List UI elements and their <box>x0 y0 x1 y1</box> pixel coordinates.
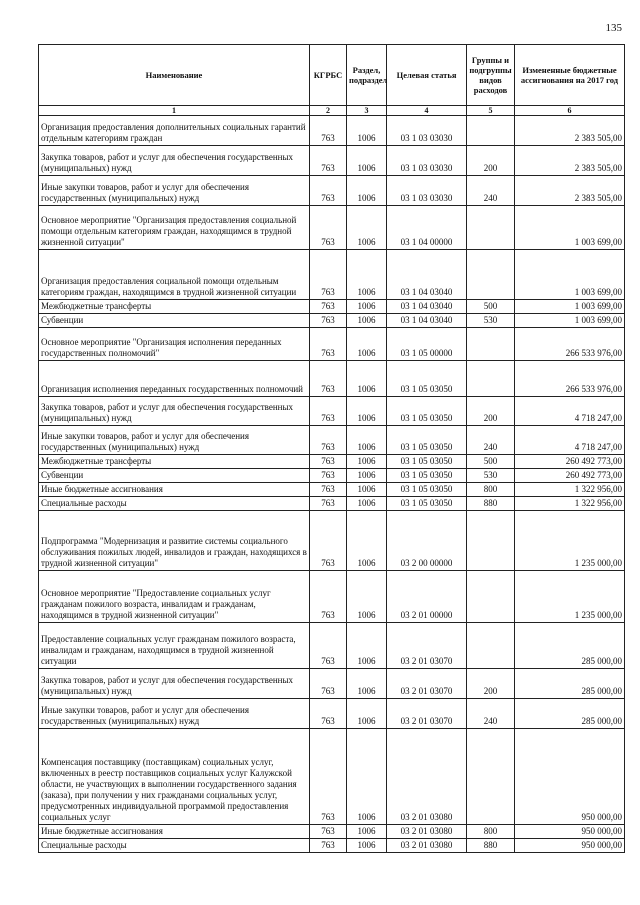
row-kgrbs: 763 <box>310 250 347 300</box>
row-section: 1006 <box>347 116 387 146</box>
table-row <box>39 839 625 853</box>
table-row <box>39 206 625 250</box>
row-group <box>467 511 515 571</box>
row-kgrbs: 763 <box>310 623 347 669</box>
table-row <box>39 669 625 699</box>
row-article: 03 1 05 03050 <box>387 483 467 497</box>
row-group: 800 <box>467 825 515 839</box>
row-kgrbs: 763 <box>310 397 347 426</box>
row-group <box>467 729 515 825</box>
row-amount: 4 718 247,00 <box>515 426 625 455</box>
table-row <box>39 300 625 314</box>
row-article: 03 2 01 03070 <box>387 669 467 699</box>
table-row <box>39 314 625 328</box>
row-article: 03 2 01 03080 <box>387 825 467 839</box>
row-amount: 1 003 699,00 <box>515 250 625 300</box>
row-section: 1006 <box>347 669 387 699</box>
table-row <box>39 397 625 426</box>
row-group: 880 <box>467 497 515 511</box>
row-article: 03 2 01 03070 <box>387 623 467 669</box>
row-section: 1006 <box>347 497 387 511</box>
page-number: 135 <box>605 22 622 34</box>
row-name: Иные закупки товаров, работ и услуг для обеспечения государственных (муниципальных) нужд <box>39 426 310 455</box>
row-group: 800 <box>467 483 515 497</box>
row-kgrbs: 763 <box>310 455 347 469</box>
row-name: Специальные расходы <box>39 839 310 853</box>
table-row <box>39 328 625 361</box>
row-group: 200 <box>467 669 515 699</box>
row-group: 880 <box>467 839 515 853</box>
row-kgrbs: 763 <box>310 206 347 250</box>
row-group <box>467 250 515 300</box>
row-kgrbs: 763 <box>310 426 347 455</box>
row-name: Специальные расходы <box>39 497 310 511</box>
row-section: 1006 <box>347 176 387 206</box>
row-kgrbs: 763 <box>310 176 347 206</box>
row-article: 03 1 03 03030 <box>387 176 467 206</box>
row-kgrbs: 763 <box>310 300 347 314</box>
row-kgrbs: 763 <box>310 699 347 729</box>
table-row <box>39 699 625 729</box>
row-section: 1006 <box>347 469 387 483</box>
row-article: 03 1 05 03050 <box>387 397 467 426</box>
row-section: 1006 <box>347 699 387 729</box>
row-section: 1006 <box>347 729 387 825</box>
row-name: Основное мероприятие "Предоставление социальных услуг гражданам пожилого возраста, инвалидам и гражданам, находящимся в трудной жизненной ситуации" <box>39 571 310 623</box>
row-name: Закупка товаров, работ и услуг для обеспечения государственных (муниципальных) нужд <box>39 146 310 176</box>
row-amount: 260 492 773,00 <box>515 455 625 469</box>
table-row <box>39 483 625 497</box>
header-section: Раздел, подраздел <box>347 45 387 106</box>
table-row <box>39 250 625 300</box>
row-group <box>467 116 515 146</box>
row-group <box>467 361 515 397</box>
table-row <box>39 729 625 825</box>
row-kgrbs: 763 <box>310 314 347 328</box>
header-article: Целевая статья <box>387 45 467 106</box>
row-kgrbs: 763 <box>310 497 347 511</box>
column-number: 1 <box>39 106 310 116</box>
row-name: Иные бюджетные ассигнования <box>39 483 310 497</box>
row-kgrbs: 763 <box>310 469 347 483</box>
row-section: 1006 <box>347 250 387 300</box>
row-group: 530 <box>467 469 515 483</box>
row-amount: 950 000,00 <box>515 839 625 853</box>
header-amount: Измененные бюджетные ассигнования на 2017 год <box>515 45 625 106</box>
row-kgrbs: 763 <box>310 328 347 361</box>
row-kgrbs: 763 <box>310 729 347 825</box>
column-number: 6 <box>515 106 625 116</box>
row-name: Основное мероприятие "Организация предоставления социальной помощи отдельным категориям граждан, находящимся в трудной жизненной ситуации" <box>39 206 310 250</box>
row-kgrbs: 763 <box>310 839 347 853</box>
row-kgrbs: 763 <box>310 361 347 397</box>
row-article: 03 1 05 03050 <box>387 361 467 397</box>
table-row <box>39 116 625 146</box>
row-group: 530 <box>467 314 515 328</box>
row-amount: 1 235 000,00 <box>515 571 625 623</box>
column-number-row <box>39 106 625 116</box>
row-group: 200 <box>467 397 515 426</box>
row-amount: 1 003 699,00 <box>515 206 625 250</box>
row-group: 200 <box>467 146 515 176</box>
row-amount: 266 533 976,00 <box>515 328 625 361</box>
row-amount: 950 000,00 <box>515 825 625 839</box>
row-kgrbs: 763 <box>310 825 347 839</box>
row-amount: 2 383 505,00 <box>515 146 625 176</box>
row-article: 03 2 01 03080 <box>387 729 467 825</box>
row-article: 03 1 05 03050 <box>387 455 467 469</box>
header-name: Наименование <box>39 45 310 106</box>
row-section: 1006 <box>347 571 387 623</box>
row-kgrbs: 763 <box>310 483 347 497</box>
row-section: 1006 <box>347 483 387 497</box>
row-kgrbs: 763 <box>310 571 347 623</box>
row-kgrbs: 763 <box>310 669 347 699</box>
column-number: 5 <box>467 106 515 116</box>
row-article: 03 1 05 03050 <box>387 469 467 483</box>
header-row <box>39 45 625 106</box>
row-article: 03 1 03 03030 <box>387 116 467 146</box>
row-group <box>467 206 515 250</box>
row-section: 1006 <box>347 146 387 176</box>
row-name: Субвенции <box>39 314 310 328</box>
row-name: Подпрограмма "Модернизация и развитие системы социального обслуживания пожилых людей, инвалидов и граждан, находящихся в трудной жизненной ситуации" <box>39 511 310 571</box>
row-name: Иные закупки товаров, работ и услуг для обеспечения государственных (муниципальных) нужд <box>39 699 310 729</box>
budget-table <box>38 44 625 853</box>
table-row <box>39 426 625 455</box>
row-article: 03 2 00 00000 <box>387 511 467 571</box>
row-section: 1006 <box>347 397 387 426</box>
row-kgrbs: 763 <box>310 116 347 146</box>
row-group: 240 <box>467 699 515 729</box>
column-number: 4 <box>387 106 467 116</box>
row-article: 03 1 05 03050 <box>387 497 467 511</box>
row-section: 1006 <box>347 300 387 314</box>
table-row <box>39 176 625 206</box>
row-article: 03 2 01 03070 <box>387 699 467 729</box>
row-article: 03 1 04 00000 <box>387 206 467 250</box>
row-group <box>467 328 515 361</box>
row-amount: 1 322 956,00 <box>515 483 625 497</box>
row-name: Предоставление социальных услуг гражданам пожилого возраста, инвалидам и гражданам, находящимся в трудной жизненной ситуации <box>39 623 310 669</box>
row-name: Организация предоставления дополнительных социальных гарантий отдельным категориям граждан <box>39 116 310 146</box>
row-amount: 2 383 505,00 <box>515 116 625 146</box>
row-section: 1006 <box>347 455 387 469</box>
row-amount: 1 003 699,00 <box>515 300 625 314</box>
row-amount: 260 492 773,00 <box>515 469 625 483</box>
row-section: 1006 <box>347 511 387 571</box>
row-amount: 950 000,00 <box>515 729 625 825</box>
table-row <box>39 361 625 397</box>
row-section: 1006 <box>347 839 387 853</box>
row-article: 03 1 03 03030 <box>387 146 467 176</box>
row-amount: 285 000,00 <box>515 699 625 729</box>
row-article: 03 1 05 03050 <box>387 426 467 455</box>
row-section: 1006 <box>347 825 387 839</box>
row-name: Субвенции <box>39 469 310 483</box>
row-group: 240 <box>467 176 515 206</box>
table-row <box>39 825 625 839</box>
column-number: 2 <box>310 106 347 116</box>
row-group: 240 <box>467 426 515 455</box>
table-row <box>39 623 625 669</box>
row-name: Организация исполнения переданных государственных полномочий <box>39 361 310 397</box>
row-amount: 1 235 000,00 <box>515 511 625 571</box>
table-row <box>39 571 625 623</box>
row-name: Межбюджетные трансферты <box>39 300 310 314</box>
table-body <box>39 116 625 853</box>
row-article: 03 1 05 00000 <box>387 328 467 361</box>
row-article: 03 1 04 03040 <box>387 300 467 314</box>
header-kgrbs: КГРБС <box>310 45 347 106</box>
row-article: 03 2 01 00000 <box>387 571 467 623</box>
row-group: 500 <box>467 455 515 469</box>
row-name: Закупка товаров, работ и услуг для обеспечения государственных (муниципальных) нужд <box>39 397 310 426</box>
table-row <box>39 511 625 571</box>
row-section: 1006 <box>347 328 387 361</box>
row-name: Иные закупки товаров, работ и услуг для обеспечения государственных (муниципальных) нужд <box>39 176 310 206</box>
row-section: 1006 <box>347 426 387 455</box>
row-amount: 4 718 247,00 <box>515 397 625 426</box>
table-row <box>39 469 625 483</box>
row-group <box>467 623 515 669</box>
row-name: Закупка товаров, работ и услуг для обеспечения государственных (муниципальных) нужд <box>39 669 310 699</box>
row-amount: 2 383 505,00 <box>515 176 625 206</box>
row-article: 03 2 01 03080 <box>387 839 467 853</box>
row-name: Организация предоставления социальной помощи отдельным категориям граждан, находящимся в трудной жизненной ситуации <box>39 250 310 300</box>
row-name: Иные бюджетные ассигнования <box>39 825 310 839</box>
row-article: 03 1 04 03040 <box>387 250 467 300</box>
table-row <box>39 146 625 176</box>
row-amount: 285 000,00 <box>515 669 625 699</box>
row-section: 1006 <box>347 361 387 397</box>
row-article: 03 1 04 03040 <box>387 314 467 328</box>
row-amount: 285 000,00 <box>515 623 625 669</box>
row-kgrbs: 763 <box>310 146 347 176</box>
row-amount: 1 322 956,00 <box>515 497 625 511</box>
row-name: Компенсация поставщику (поставщикам) социальных услуг, включенных в реестр поставщиков социальных услуг Калужской области, не участвующих в выполнении государственного задания (заказа), при получении у них гражданами социальных услуг, предусмотренных индивидуальной программой предоставления социальных услуг <box>39 729 310 825</box>
row-group <box>467 571 515 623</box>
row-group: 500 <box>467 300 515 314</box>
table-row <box>39 497 625 511</box>
row-amount: 266 533 976,00 <box>515 361 625 397</box>
row-name: Основное мероприятие "Организация исполнения переданных государственных полномочий" <box>39 328 310 361</box>
row-name: Межбюджетные трансферты <box>39 455 310 469</box>
table-row <box>39 455 625 469</box>
column-number: 3 <box>347 106 387 116</box>
row-amount: 1 003 699,00 <box>515 314 625 328</box>
row-section: 1006 <box>347 623 387 669</box>
row-section: 1006 <box>347 314 387 328</box>
header-group: Группы и подгруппы видов расходов <box>467 45 515 106</box>
row-kgrbs: 763 <box>310 511 347 571</box>
row-section: 1006 <box>347 206 387 250</box>
